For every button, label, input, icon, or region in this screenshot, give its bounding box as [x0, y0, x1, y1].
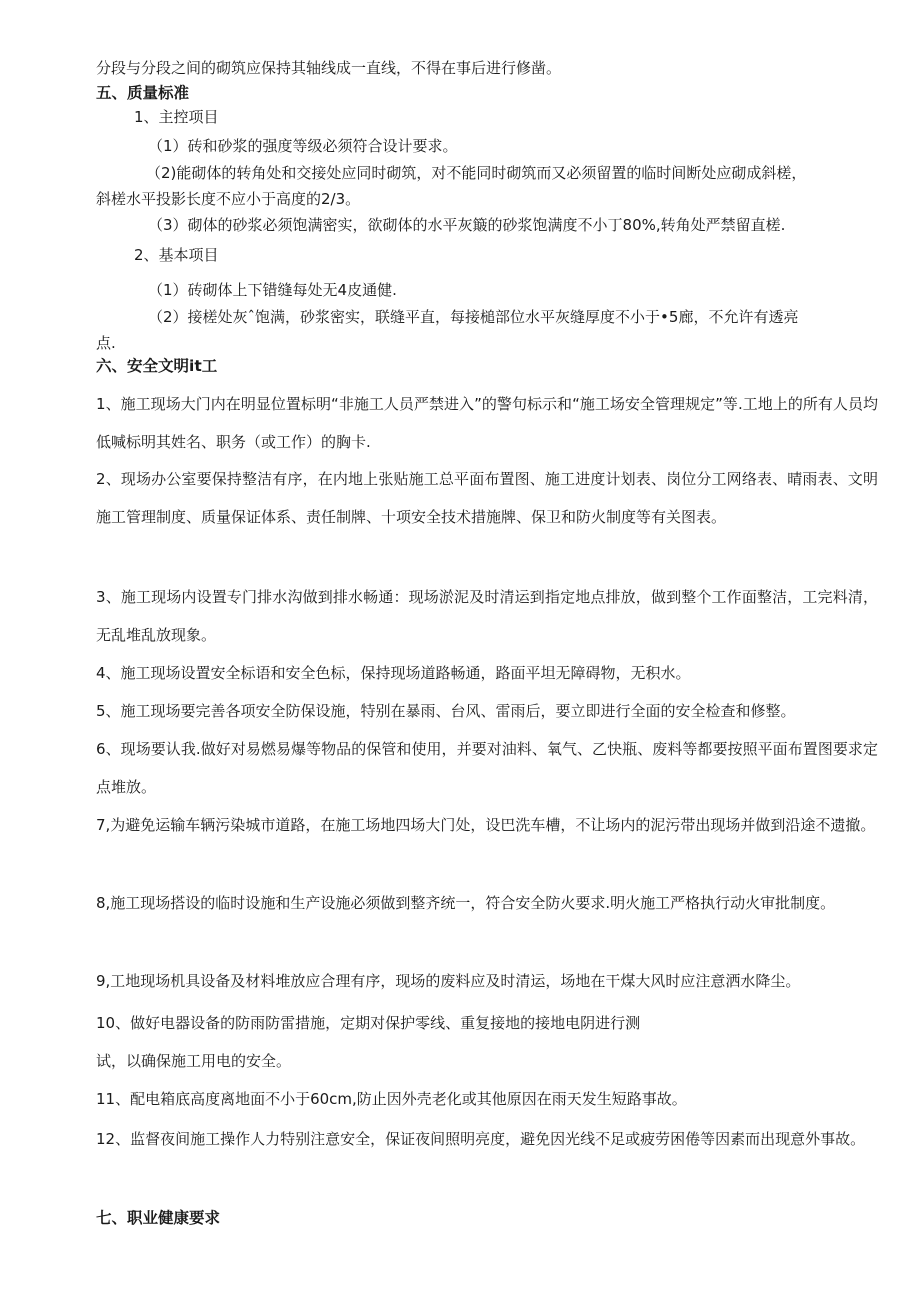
safety-item-8: 8,施工现场搭设的临时设施和生产设施必须做到整齐统一，符合安全防火要求.明火施工严格执行动火审批制度。 — [96, 894, 836, 912]
safety-item-7: 7,为避免运输车辆污染城市道路，在施工场地四场大门处，设巴洗车槽，不让场内的泥污带出现场并做到沿途不遗撤。 — [96, 816, 876, 834]
basic-item-2: （2）接槎处灰ˆ饱满，砂浆密实，联缝平直，每接槌部位水平灰缝厚度不小于•5廊，不允许有透亮 — [148, 308, 799, 326]
section-5-heading: 五、质量标准 — [96, 84, 190, 102]
safety-item-4: 4、施工现场设置安全标语和安全色标，保持现场道路畅通，路面平坦无障碍物，无积水。 — [96, 664, 691, 682]
safety-item-12: 12、监督夜间施工操作人力特别注意安全，保证夜间照明亮度，避免因光线不足或疲劳困倦等因素而出现意外事故。 — [96, 1130, 866, 1148]
main-item-2-cont: 斜槎水平投影长度不应小于高度的2/3。 — [96, 190, 361, 208]
safety-item-2: 2、现场办公室要保持整洁有序，在内地上张贴施工总平面布置图、施工进度计划表、岗位分工网络表、晴雨表、文明施工管理制度、质量保证体系、责任制牌、十项安全技术措施牌、保卫和防火制度等有关图表。 — [96, 470, 878, 526]
basic-items-heading: 2、基本项目 — [134, 246, 219, 264]
safety-item-9: 9,工地现场机具设备及材料堆放应合理有序，现场的废料应及时清运，场地在干煤大风时应注意洒水降尘。 — [96, 972, 801, 990]
safety-item-6: 6、现场要认我.做好对易燃易爆等物品的保管和使用，并要对油料、氧气、乙快瓶、废料等都要按照平面布置图要求定点堆放。 — [96, 740, 878, 796]
main-item-1: （1）砖和砂浆的强度等级必须符合设计要求。 — [148, 137, 458, 155]
main-item-3: （3）砌体的砂浆必须饱满密实，欲砌体的水平灰簸的砂浆饱满度不小丁80%,转角处严禁留直槎. — [148, 216, 786, 234]
safety-item-1: 1、施工现场大门内在明显位置标明“非施工人员严禁进入”的警句标示和“施工场安全管理规定”等.工地上的所有人员均低喊标明其姓名、职务（或工作）的胸卡. — [96, 395, 878, 451]
section-7-heading: 七、职业健康要求 — [96, 1209, 221, 1227]
main-item-2: （2)能砌体的转角处和交接处应同时砌筑，对不能同时砌筑而又必须留置的临时间断处应砌成斜槎， — [146, 164, 807, 182]
safety-item-10: 10、做好电器设备的防雨防雷措施，定期对保护零线、重复接地的接地电阴进行测 — [96, 1014, 641, 1032]
intro-paragraph: 分段与分段之间的砌筑应保持其轴线成一直线，不得在事后进行修凿。 — [96, 59, 562, 77]
safety-item-5: 5、施工现场要完善各项安全防保设施，特别在暴雨、台风、雷雨后，要立即进行全面的安全检查和修整。 — [96, 702, 796, 720]
basic-item-1: （1）砖砌体上下错缝每处无4皮通健. — [148, 281, 397, 299]
safety-item-3: 3、施工现场内设置专门排水沟做到排水畅通：现场淤泥及时清运到指定地点排放，做到整个工作面整洁，工完料清，无乱堆乱放现象。 — [96, 588, 878, 644]
safety-item-10-cont: 试，以确保施工用电的安全。 — [96, 1052, 292, 1070]
main-items-heading: 1、主控项目 — [134, 108, 219, 126]
basic-item-2-cont: 点. — [96, 334, 116, 352]
safety-item-11: 11、配电箱底高度离地面不小于60cm,防止因外壳老化或其他原因在雨天发生短路事故。 — [96, 1090, 687, 1108]
section-6-heading: 六、安全文明it工 — [96, 357, 218, 375]
